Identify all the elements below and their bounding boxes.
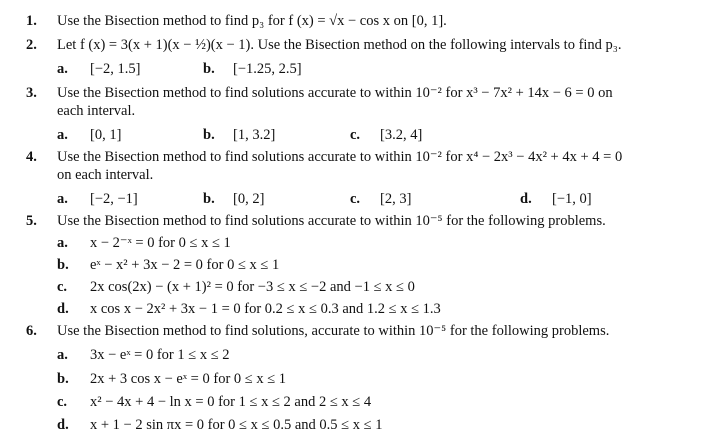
part-text: 2x cos(2x) − (x + 1)² = 0 for −3 ≤ x ≤ −2 and −1 ≤ x ≤ 0 bbox=[90, 279, 415, 295]
part-text: [−1, 0] bbox=[552, 191, 592, 207]
part-label: a. bbox=[57, 235, 68, 251]
problem-text: Use the Bisection method to find p₃ for f (x) = √x − cos x on [0, 1]. bbox=[57, 13, 447, 29]
part-text: 3x − eˣ = 0 for 1 ≤ x ≤ 2 bbox=[90, 347, 230, 363]
problem-number: 5. bbox=[26, 213, 37, 229]
part-label: c. bbox=[350, 191, 361, 207]
problem-text: on each interval. bbox=[57, 167, 154, 183]
part-text: 2x + 3 cos x − eˣ = 0 for 0 ≤ x ≤ 1 bbox=[90, 371, 287, 387]
part-text: [−2, −1] bbox=[90, 191, 138, 207]
part-text: eˣ − x² + 3x − 2 = 0 for 0 ≤ x ≤ 1 bbox=[90, 257, 280, 273]
problem-text: Use the Bisection method to find solutions, accurate to within 10⁻⁵ for the following problems. bbox=[57, 323, 610, 339]
part-label: d. bbox=[520, 191, 532, 207]
part-text: x² − 4x + 4 − ln x = 0 for 1 ≤ x ≤ 2 and 2 ≤ x ≤ 4 bbox=[90, 394, 372, 410]
part-text: [−2, 1.5] bbox=[90, 61, 141, 77]
part-text: [3.2, 4] bbox=[380, 127, 423, 143]
part-label: b. bbox=[203, 127, 215, 143]
part-text: [1, 3.2] bbox=[233, 127, 276, 143]
part-label: a. bbox=[57, 127, 68, 143]
problem-number: 4. bbox=[26, 149, 37, 165]
part-label: d. bbox=[57, 301, 69, 317]
part-text: x cos x − 2x² + 3x − 1 = 0 for 0.2 ≤ x ≤ 0.3 and 1.2 ≤ x ≤ 1.3 bbox=[90, 301, 441, 317]
part-label: b. bbox=[57, 257, 69, 273]
part-text: x + 1 − 2 sin πx = 0 for 0 ≤ x ≤ 0.5 and 0.5 ≤ x ≤ 1 bbox=[90, 417, 383, 433]
part-label: b. bbox=[203, 191, 215, 207]
part-label: c. bbox=[57, 394, 68, 410]
problem-text: Use the Bisection method to find solutions accurate to within 10⁻² for x³ − 7x² + 14x − 6 = 0 on bbox=[57, 85, 613, 101]
part-label: a. bbox=[57, 191, 68, 207]
problem-number: 3. bbox=[26, 85, 37, 101]
part-text: [0, 2] bbox=[233, 191, 265, 207]
part-text: [2, 3] bbox=[380, 191, 412, 207]
problem-text: Let f (x) = 3(x + 1)(x − ½)(x − 1). Use the Bisection method on the following intervals to find p₃. bbox=[57, 37, 622, 53]
part-label: a. bbox=[57, 347, 68, 363]
problem-number: 6. bbox=[26, 323, 37, 339]
problem-text: each interval. bbox=[57, 103, 136, 119]
part-label: a. bbox=[57, 61, 68, 77]
part-label: c. bbox=[57, 279, 68, 295]
problem-number: 1. bbox=[26, 13, 37, 29]
part-label: d. bbox=[57, 417, 69, 433]
problem-text: Use the Bisection method to find solutions accurate to within 10⁻⁵ for the following problems. bbox=[57, 213, 606, 229]
part-label: b. bbox=[57, 371, 69, 387]
part-text: [−1.25, 2.5] bbox=[233, 61, 302, 77]
part-label: b. bbox=[203, 61, 215, 77]
part-text: x − 2⁻ˣ = 0 for 0 ≤ x ≤ 1 bbox=[90, 235, 231, 251]
part-text: [0, 1] bbox=[90, 127, 122, 143]
problem-number: 2. bbox=[26, 37, 37, 53]
part-label: c. bbox=[350, 127, 361, 143]
problem-text: Use the Bisection method to find solutions accurate to within 10⁻² for x⁴ − 2x³ − 4x² + 4x + 4 = 0 bbox=[57, 149, 623, 165]
